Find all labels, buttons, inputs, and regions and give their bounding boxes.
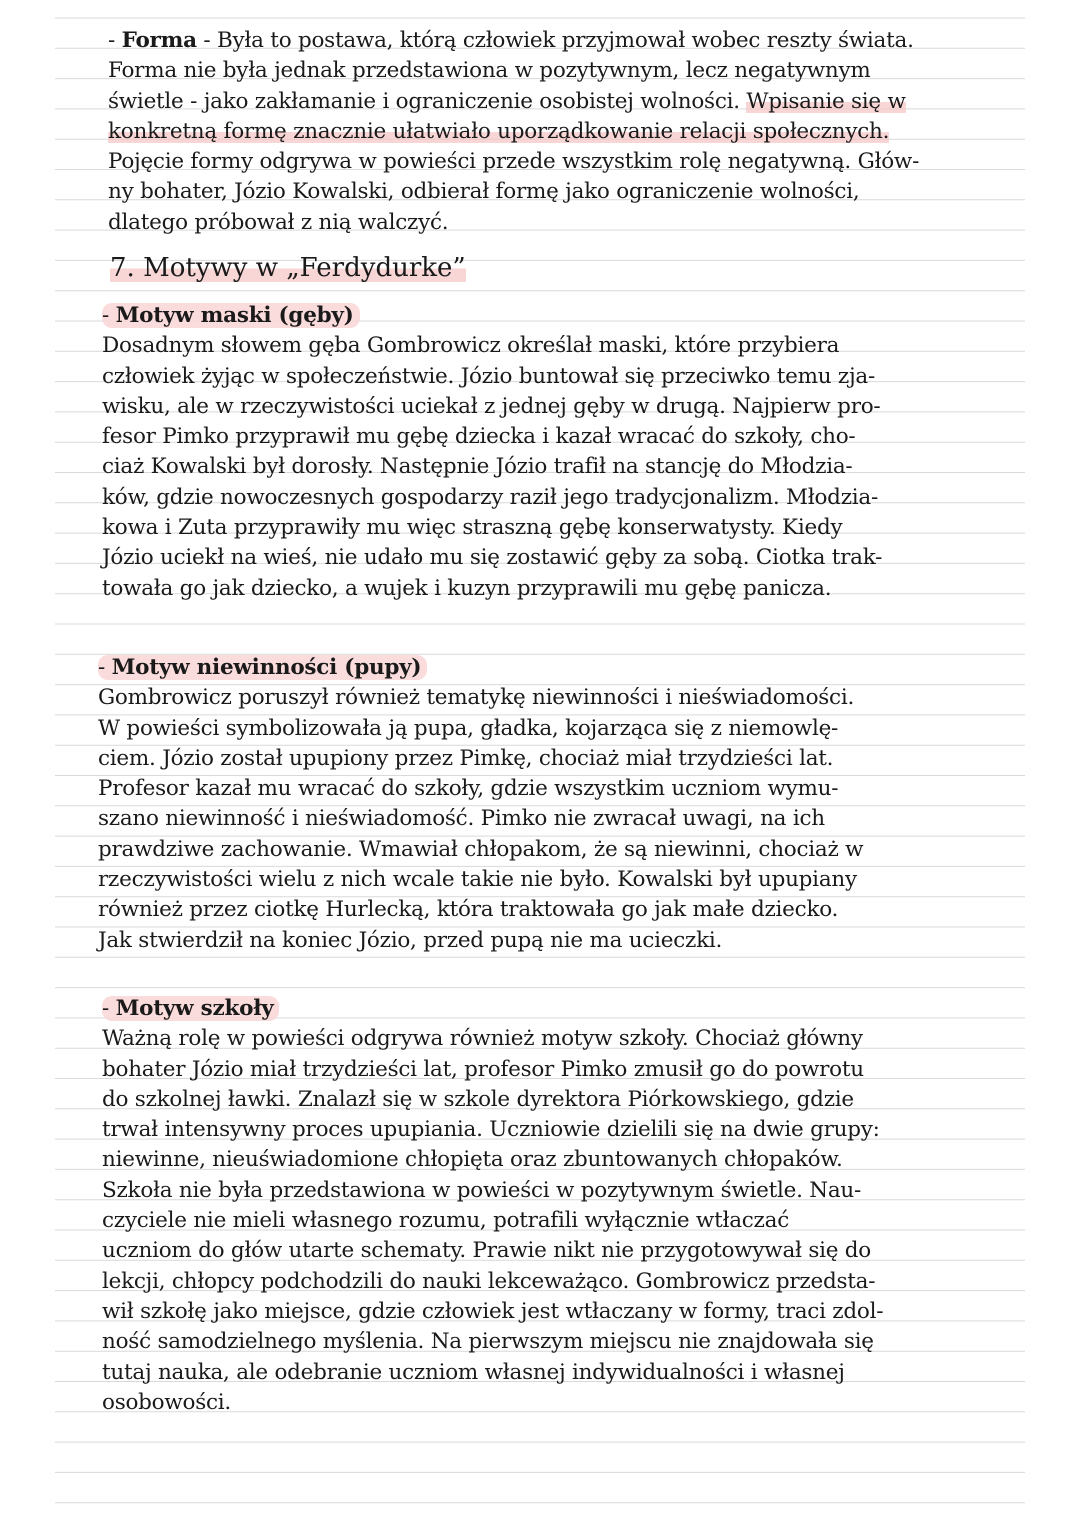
section-title-text: 7. Motywy w „Ferdydurke” — [110, 253, 466, 283]
szkola-text-line: do szkolnej ławki. Znalazł się w szkole dyrektora Piórkowskiego, gdzie — [102, 1086, 854, 1112]
pupa-text-line: ciem. Józio został upupiony przez Pimkę, chociaż miał trzydzieści lat. — [98, 745, 834, 771]
szkola-section — [102, 994, 1032, 1418]
maska-text-line: fesor Pimko przyprawił mu gębę dziecka i kazał wracać do szkoły, cho- — [102, 424, 856, 450]
szkola-text-line: lekcji, chłopcy podchodzili do nauki lekceważąco. Gombrowicz przedsta- — [102, 1268, 876, 1294]
pupa-text-line: również przez ciotkę Hurlecką, która traktowała go jak małe dziecko. — [98, 897, 839, 923]
maska-text-line: ciaż Kowalski był dorosły. Następnie Józio trafił na stancję do Młodzia- — [102, 454, 853, 480]
pupa-text-line: szano niewinność i nieświadomość. Pimko nie zwracał uwagi, na ich — [98, 806, 825, 832]
maska-section — [102, 301, 1032, 604]
maska-paragraph — [102, 331, 1032, 604]
pupa-text-line: Profesor kazał mu wracać do szkoły, gdzie wszystkim uczniom wymu- — [98, 776, 839, 802]
szkola-text-line: Szkoła nie była przedstawiona w powieści w pozytywnym świetle. Nau- — [102, 1177, 862, 1203]
pupa-text-line: W powieści symbolizowała ją pupa, gładka, kojarząca się z niemowlę- — [98, 715, 839, 741]
forma-line-5 — [108, 147, 1038, 177]
forma-term: Forma — [121, 28, 197, 53]
forma-dash: - — [108, 28, 122, 53]
forma-text: - Była to postawa, którą człowiek przyjmował wobec reszty świata. — [196, 28, 914, 53]
maska-text-line: wisku, ale w rzeczywistości uciekał z jednej gęby w drugą. Najpierw pro- — [102, 393, 881, 419]
pupa-paragraph — [98, 683, 1028, 956]
szkola-heading-text: Motyw szkoły — [115, 996, 274, 1021]
forma-highlighted-text: konkretną formę znacznie ułatwiało uporządkowanie relacji społecznych. — [108, 118, 890, 144]
pupa-dash: - — [98, 655, 112, 680]
pupa-heading — [98, 653, 1028, 683]
forma-text: dlatego próbował z nią walczyć. — [108, 209, 449, 235]
szkola-text-line: tutaj nauka, ale odebranie uczniom własnej indywidualności i własnej — [102, 1359, 845, 1385]
forma-text: Forma nie była jednak przedstawiona w pozytywnym, lecz negatywnym — [108, 58, 871, 84]
maska-text-line: kowa i Zuta przyprawiły mu więc straszną gębę konserwatysty. Kiedy — [102, 515, 843, 541]
forma-text: świetle - jako zakłamanie i ograniczenie osobistej wolności. — [108, 88, 747, 114]
szkola-text-line: uczniom do głów utarte schematy. Prawie nikt nie przygotowywał się do — [102, 1238, 872, 1264]
pupa-text-line: Gombrowicz poruszył również tematykę niewinności i nieświadomości. — [98, 685, 855, 711]
forma-text: ny bohater, Józio Kowalski, odbierał formę jako ograniczenie wolności, — [108, 179, 860, 205]
maska-heading — [102, 301, 1032, 331]
forma-line-1 — [108, 26, 1038, 56]
szkola-text-line: czyciele nie mieli własnego rozumu, potrafili wyłącznie wtłaczać — [102, 1208, 789, 1234]
szkola-dash: - — [102, 996, 116, 1021]
forma-paragraph — [108, 26, 1038, 238]
maska-text-line: ków, gdzie nowoczesnych gospodarzy raził jego tradycjonalizm. Młodzia- — [102, 484, 878, 510]
section-title — [110, 250, 466, 286]
pupa-heading-text: Motyw niewinności (pupy) — [111, 655, 422, 680]
maska-dash: - — [102, 303, 116, 328]
forma-line-7 — [108, 208, 1038, 238]
forma-line-4 — [108, 117, 1038, 147]
maska-text-line: Dosadnym słowem gęba Gombrowicz określał maski, które przybiera — [102, 333, 840, 359]
szkola-text-line: osobowości. — [102, 1389, 232, 1415]
forma-text: Pojęcie formy odgrywa w powieści przede wszystkim rolę negatywną. Głów- — [108, 149, 920, 175]
szkola-text-line: trwał intensywny proces upupiania. Uczniowie dzielili się na dwie grupy: — [102, 1117, 880, 1143]
maska-text-line: człowiek żyjąc w społeczeństwie. Józio buntował się przeciwko temu zja- — [102, 363, 875, 389]
forma-line-3 — [108, 87, 1038, 117]
pupa-text-line: Jak stwierdził na koniec Józio, przed pupą nie ma ucieczki. — [98, 927, 723, 953]
pupa-section — [98, 653, 1028, 956]
maska-heading-text: Motyw maski (gęby) — [115, 303, 354, 328]
szkola-text-line: bohater Józio miał trzydzieści lat, profesor Pimko zmusił go do powrotu — [102, 1056, 864, 1082]
szkola-text-line: Ważną rolę w powieści odgrywa również motyw szkoły. Chociaż główny — [102, 1026, 863, 1052]
szkola-heading — [102, 994, 1032, 1024]
pupa-text-line: prawdziwe zachowanie. Wmawiał chłopakom, że są niewinni, chociaż w — [98, 836, 864, 862]
szkola-text-line: wił szkołę jako miejsce, gdzie człowiek jest wtłaczany w formy, traci zdol- — [102, 1298, 884, 1324]
maska-text-line: Józio uciekł na wieś, nie udało mu się zostawić gęby za sobą. Ciotka trak- — [102, 545, 883, 571]
szkola-text-line: niewinne, nieuświadomione chłopięta oraz zbuntowanych chłopaków. — [102, 1147, 843, 1173]
forma-highlighted-text: Wpisanie się w — [746, 88, 906, 114]
szkola-text-line: ność samodzielnego myślenia. Na pierwszym miejscu nie znajdowała się — [102, 1329, 874, 1355]
forma-line-2 — [108, 56, 1038, 86]
szkola-paragraph — [102, 1024, 1032, 1418]
maska-text-line: towała go jak dziecko, a wujek i kuzyn przyprawili mu gębę panicza. — [102, 575, 832, 601]
forma-line-6 — [108, 177, 1038, 207]
pupa-text-line: rzeczywistości wielu z nich wcale takie nie było. Kowalski był upupiany — [98, 867, 857, 893]
